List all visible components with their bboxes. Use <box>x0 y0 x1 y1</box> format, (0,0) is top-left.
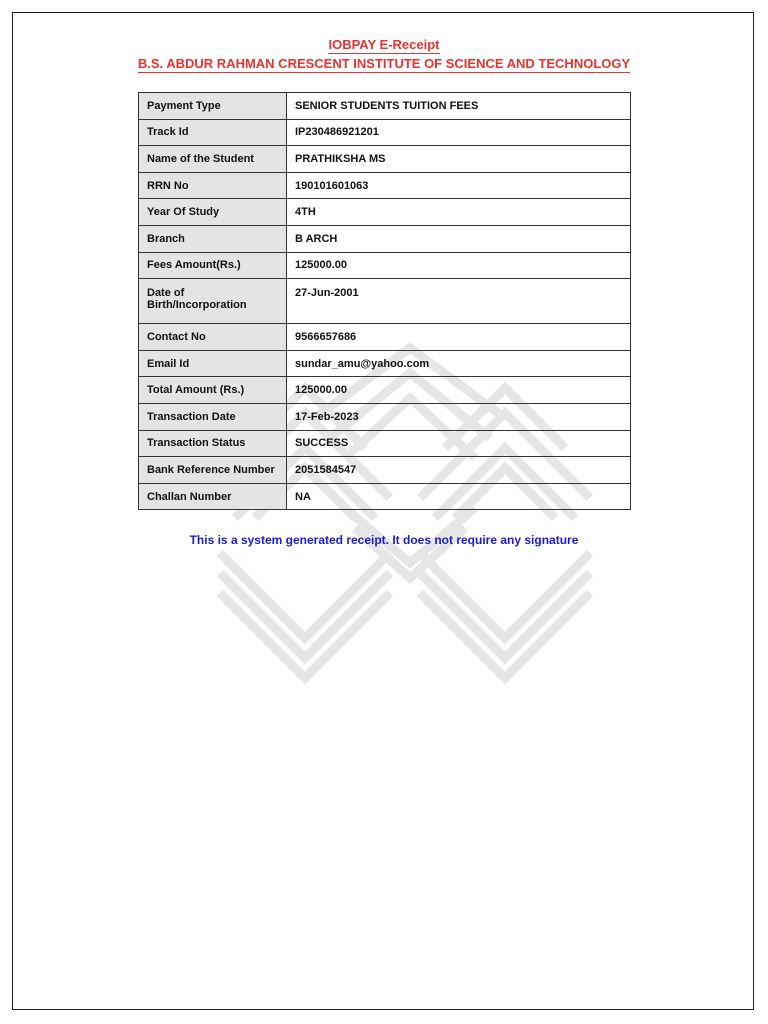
table-row <box>139 279 631 324</box>
row-value: 125000.00 <box>287 377 631 404</box>
table-row <box>139 119 631 146</box>
row-label: Date of Birth/Incorporation <box>139 279 287 324</box>
table-row <box>139 324 631 351</box>
institute-name <box>0 56 768 71</box>
table-row <box>139 172 631 199</box>
row-label: Name of the Student <box>139 146 287 173</box>
table-row <box>139 483 631 510</box>
row-value: NA <box>287 483 631 510</box>
institute-name-text: B.S. ABDUR RAHMAN CRESCENT INSTITUTE OF SCIENCE AND TECHNOLOGY <box>137 56 631 71</box>
table-row <box>139 403 631 430</box>
table-row <box>139 93 631 120</box>
table-row <box>139 225 631 252</box>
row-label: Transaction Status <box>139 430 287 457</box>
table-row <box>139 430 631 457</box>
row-value: 27-Jun-2001 <box>287 279 631 324</box>
row-value: IP230486921201 <box>287 119 631 146</box>
table-row <box>139 199 631 226</box>
row-label: Challan Number <box>139 483 287 510</box>
row-value: SENIOR STUDENTS TUITION FEES <box>287 93 631 120</box>
row-label: RRN No <box>139 172 287 199</box>
row-value: 190101601063 <box>287 172 631 199</box>
receipt-title-text: IOBPAY E-Receipt <box>328 37 440 52</box>
table-row <box>139 350 631 377</box>
row-label: Track Id <box>139 119 287 146</box>
table-row <box>139 377 631 404</box>
row-value: sundar_amu@yahoo.com <box>287 350 631 377</box>
row-value: 9566657686 <box>287 324 631 351</box>
row-label: Payment Type <box>139 93 287 120</box>
system-generated-note: This is a system generated receipt. It does not require any signature <box>189 533 579 547</box>
row-value: 4TH <box>287 199 631 226</box>
receipt-table <box>138 92 631 510</box>
row-value: 2051584547 <box>287 457 631 484</box>
table-row <box>139 252 631 279</box>
table-row <box>139 146 631 173</box>
row-label: Contact No <box>139 324 287 351</box>
row-value: SUCCESS <box>287 430 631 457</box>
row-label: Transaction Date <box>139 403 287 430</box>
row-label: Fees Amount(Rs.) <box>139 252 287 279</box>
row-value: 17-Feb-2023 <box>287 403 631 430</box>
row-label: Email Id <box>139 350 287 377</box>
row-label: Branch <box>139 225 287 252</box>
receipt-title <box>0 37 768 52</box>
row-value: B ARCH <box>287 225 631 252</box>
row-value: 125000.00 <box>287 252 631 279</box>
row-label: Bank Reference Number <box>139 457 287 484</box>
table-row <box>139 457 631 484</box>
row-label: Year Of Study <box>139 199 287 226</box>
row-label: Total Amount (Rs.) <box>139 377 287 404</box>
row-value: PRATHIKSHA MS <box>287 146 631 173</box>
